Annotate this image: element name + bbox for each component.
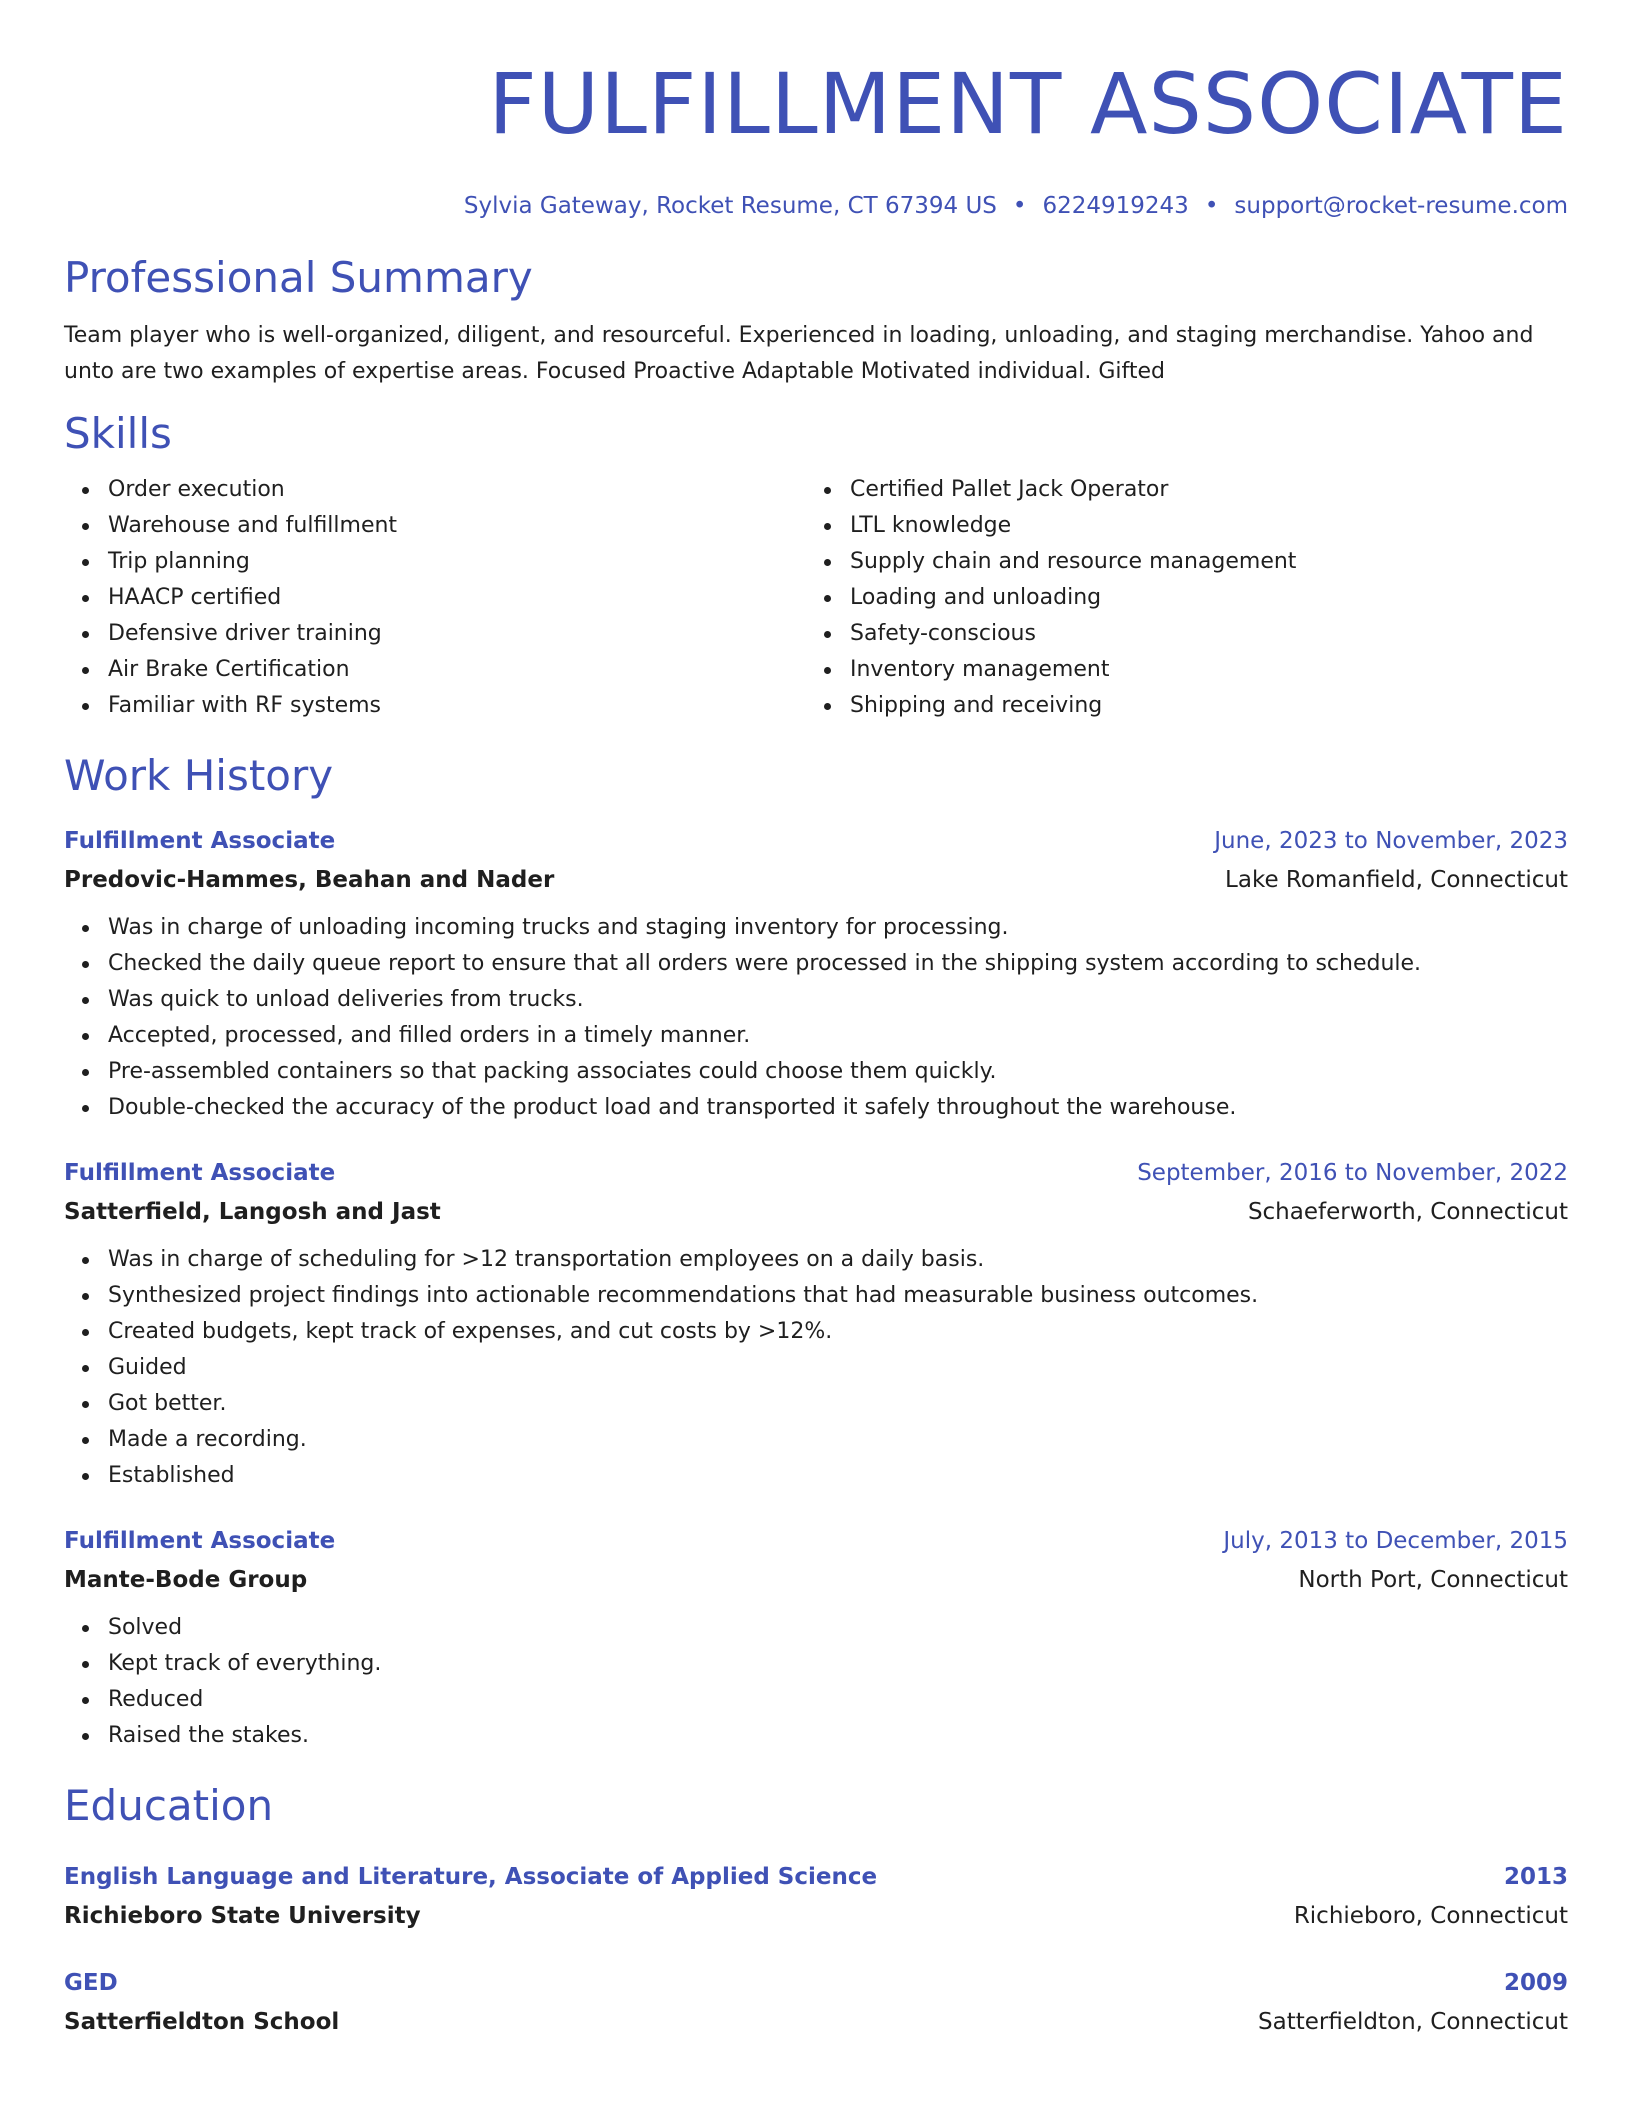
job-entry — [64, 1524, 1568, 1754]
phone: 6224919243 — [1042, 193, 1189, 219]
education-entry — [64, 1966, 1568, 2040]
degree: GED — [64, 1970, 118, 1996]
skills-column-left — [64, 472, 806, 724]
resume-title: FULFILLMENT ASSOCIATE — [488, 55, 1568, 153]
degree-row — [64, 1966, 1568, 2000]
job-company-row — [64, 1194, 1568, 1230]
degree: English Language and Literature, Associate of Applied Science — [64, 1864, 878, 1890]
job-location: Lake Romanfield, Connecticut — [1225, 867, 1568, 893]
job-bullets — [64, 1242, 1568, 1494]
job-company-row — [64, 862, 1568, 898]
job-dates: July, 2013 to December, 2015 — [1223, 1528, 1568, 1554]
job-bullet: Reduced — [64, 1682, 1568, 1718]
skill-item: Certified Pallet Jack Operator — [806, 472, 1548, 508]
skill-item: Order execution — [64, 472, 806, 508]
job-title-row — [64, 1156, 1568, 1190]
job-dates: September, 2016 to November, 2022 — [1137, 1160, 1568, 1186]
job-location: North Port, Connecticut — [1298, 1567, 1568, 1593]
job-bullet: Synthesized project findings into actionable recommendations that had measurable business outcomes. — [64, 1278, 1568, 1314]
job-entry — [64, 1156, 1568, 1494]
email-link[interactable]: support@rocket-resume.com — [1234, 193, 1568, 219]
skill-item: HAACP certified — [64, 580, 806, 616]
contact-line — [64, 190, 1568, 222]
skill-item: Loading and unloading — [806, 580, 1548, 616]
education-heading: Education — [64, 1781, 274, 1830]
skills-list — [64, 472, 1568, 724]
skill-item: Air Brake Certification — [64, 652, 806, 688]
job-company: Predovic-Hammes, Beahan and Nader — [64, 867, 555, 893]
job-entry — [64, 824, 1568, 1126]
school-row — [64, 1898, 1568, 1934]
job-title: Fulfillment Associate — [64, 828, 336, 854]
job-bullet: Got better. — [64, 1386, 1568, 1422]
job-title: Fulfillment Associate — [64, 1160, 336, 1186]
job-title-row — [64, 824, 1568, 858]
skill-item: Trip planning — [64, 544, 806, 580]
school-row — [64, 2004, 1568, 2040]
job-bullet: Established — [64, 1458, 1568, 1494]
job-bullet: Kept track of everything. — [64, 1646, 1568, 1682]
job-bullet: Checked the daily queue report to ensure that all orders were processed in the shipping system according to schedule. — [64, 946, 1568, 982]
job-bullet: Was in charge of scheduling for >12 transportation employees on a daily basis. — [64, 1242, 1568, 1278]
school-location: Satterfieldton, Connecticut — [1258, 2009, 1568, 2035]
job-bullet: Was quick to unload deliveries from trucks. — [64, 982, 1568, 1018]
skill-item: Supply chain and resource management — [806, 544, 1548, 580]
job-title-row — [64, 1524, 1568, 1558]
summary-heading: Professional Summary — [64, 253, 533, 302]
skill-item: Inventory management — [806, 652, 1548, 688]
job-bullet: Accepted, processed, and filled orders in a timely manner. — [64, 1018, 1568, 1054]
separator-dot: • — [1012, 193, 1027, 219]
job-bullet: Raised the stakes. — [64, 1718, 1568, 1754]
education-entry — [64, 1860, 1568, 1934]
job-bullet: Solved — [64, 1610, 1568, 1646]
job-company-row — [64, 1562, 1568, 1598]
job-bullet: Double-checked the accuracy of the product load and transported it safely throughout the warehouse. — [64, 1090, 1568, 1126]
job-bullet: Guided — [64, 1350, 1568, 1386]
separator-dot: • — [1204, 193, 1219, 219]
job-bullets — [64, 910, 1568, 1126]
summary-text: Team player who is well-organized, diligent, and resourceful. Experienced in loading, unloading, and staging merchandise. Yahoo and unto are two examples of expertise areas. Focused Proactive Adaptable Motivated individual. Gifted — [64, 323, 1534, 384]
skills-heading: Skills — [64, 409, 172, 458]
job-location: Schaeferworth, Connecticut — [1247, 1199, 1568, 1225]
skill-item: Defensive driver training — [64, 616, 806, 652]
address: Sylvia Gateway, Rocket Resume, CT 67394 US — [463, 193, 997, 219]
school: Satterfieldton School — [64, 2009, 340, 2035]
skill-item: Warehouse and fulfillment — [64, 508, 806, 544]
job-company: Mante-Bode Group — [64, 1567, 308, 1593]
skill-item: Familiar with RF systems — [64, 688, 806, 724]
graduation-year: 2013 — [1503, 1864, 1568, 1890]
job-bullet: Was in charge of unloading incoming trucks and staging inventory for processing. — [64, 910, 1568, 946]
job-company: Satterfield, Langosh and Jast — [64, 1199, 441, 1225]
school: Richieboro State University — [64, 1903, 421, 1929]
job-bullet: Pre-assembled containers so that packing associates could choose them quickly. — [64, 1054, 1568, 1090]
job-bullet: Created budgets, kept track of expenses, and cut costs by >12%. — [64, 1314, 1568, 1350]
school-location: Richieboro, Connecticut — [1293, 1903, 1568, 1929]
skills-column-right — [806, 472, 1548, 724]
skill-item: Safety-conscious — [806, 616, 1548, 652]
skill-item: LTL knowledge — [806, 508, 1548, 544]
skill-item: Shipping and receiving — [806, 688, 1548, 724]
degree-row — [64, 1860, 1568, 1894]
job-bullet: Made a recording. — [64, 1422, 1568, 1458]
job-bullets — [64, 1610, 1568, 1754]
work-history-heading: Work History — [64, 751, 334, 800]
job-dates: June, 2023 to November, 2023 — [1214, 828, 1568, 854]
job-title: Fulfillment Associate — [64, 1528, 336, 1554]
graduation-year: 2009 — [1503, 1970, 1568, 1996]
